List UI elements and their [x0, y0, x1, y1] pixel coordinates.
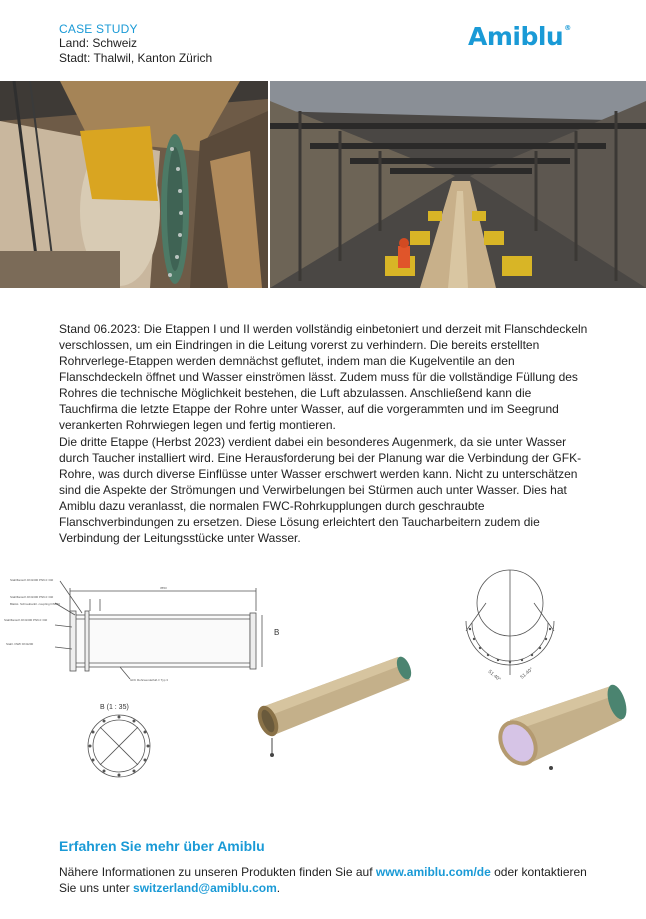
- dim-length: 3553: [160, 586, 167, 590]
- photo-pipe-flange: [0, 81, 268, 288]
- website-link[interactable]: www.amiblu.com/de: [375, 865, 491, 879]
- callout-flange-3: Stahlflansch DN1300 PN6.0 ±40: [4, 618, 48, 622]
- pipe-cross-section: [466, 570, 554, 675]
- more-text-middle: oder kontaktieren Sie uns unter: [59, 865, 587, 895]
- city-line: Stadt: Thalwil, Kanton Zürich: [59, 51, 213, 65]
- detail-b-circle: [88, 715, 150, 777]
- paragraph-status: Stand 06.2023: Die Etappen I und II werden vollständig einbetoniert und derzeit mit Flanschdeckeln verschlossen, um ein Eindringen in die Leitung vorerst zu verhindern. Die bereits erstellten Rohrverlege-Etappen werden demnächst geflutet, indem man die Kugelventile an den Flanschdeckeln öffnet und Wasser einströmen lässt. Zudem muss für die vollständige Füllung des Rohres die technische Möglichkeit bestehen, die Luft abzulassen. Anschließend kann die Tauchfirma die letzte Etappe der Rohre unter Wasser, auf die vorgerammten und im Seegrund verankerten Rohrwiegen legen und fertig montieren.: [59, 322, 588, 432]
- paragraph-third-stage: Die dritte Etappe (Herbst 2023) verdient dabei ein besonderes Augenmerk, da sie unter Wasser durch Taucher installiert wird. Eine Herausforderung bei der Planung war die Verbindung der GFK-Rohre, was durch diverse Einflüsse unter Wasser erschwert werden kann. Nicht zu unterschätzen sind die Aspekte der Strömungen und Verwirbelungen bei Stürmen auch unter Wasser. Dies hat Amiblu dazu veranlasst, die normalen FWC-Rohrkupplungen durch geschraubte Flanschverbindungen zu ersetzen. Diese Lösung erleichtert den Taucharbeitern zudem die Verbindung der Leitungsstücke unter Wasser.: [59, 435, 582, 545]
- email-link[interactable]: switzerland@amiblu.com: [133, 881, 277, 895]
- callout-dwf: Stahl. DWF DN1200: [6, 642, 34, 646]
- angle-left: 51.40°: [486, 668, 502, 683]
- more-text-before: Nähere Informationen zu unseren Produkten finden Sie auf: [59, 865, 376, 879]
- detail-b-label: B (1 : 35): [100, 704, 129, 711]
- learn-more-title: Erfahren Sie mehr über Amiblu: [59, 838, 265, 854]
- trench-illustration: [270, 81, 646, 288]
- callout-flange-1: Stahlflansch DN1300 PN6.0 ±40: [10, 578, 54, 582]
- technical-drawings: [0, 555, 646, 795]
- case-study-label: CASE STUDY: [59, 22, 138, 36]
- logo-registered-mark: ®: [564, 24, 571, 32]
- callout-flange-2: Stahlflansch DN1300 PN6.0 ±40: [10, 595, 54, 599]
- learn-more-text: [59, 864, 599, 896]
- angle-right: 51.40°: [519, 666, 535, 681]
- amiblu-logo: [468, 22, 571, 51]
- section-b-label: B: [274, 628, 280, 637]
- pipe-3d-middle: [254, 655, 414, 757]
- callout-coupling: Blattst. Schraubanbl. coupling DN870: [10, 602, 60, 606]
- callout-gfk: GFK Rohrwendelfuß ± Typ 3: [130, 678, 168, 682]
- more-text-after: .: [276, 881, 281, 895]
- drawings-svg: [0, 555, 646, 795]
- logo-text: Amiblu: [468, 22, 564, 51]
- pipe-3d-right: [490, 682, 630, 772]
- country-line: Land: Schweiz: [59, 36, 138, 50]
- case-header: [59, 22, 212, 66]
- pipe-side-view: [55, 581, 262, 679]
- pipe-flange-illustration: [0, 81, 268, 288]
- photo-trench: [270, 81, 646, 288]
